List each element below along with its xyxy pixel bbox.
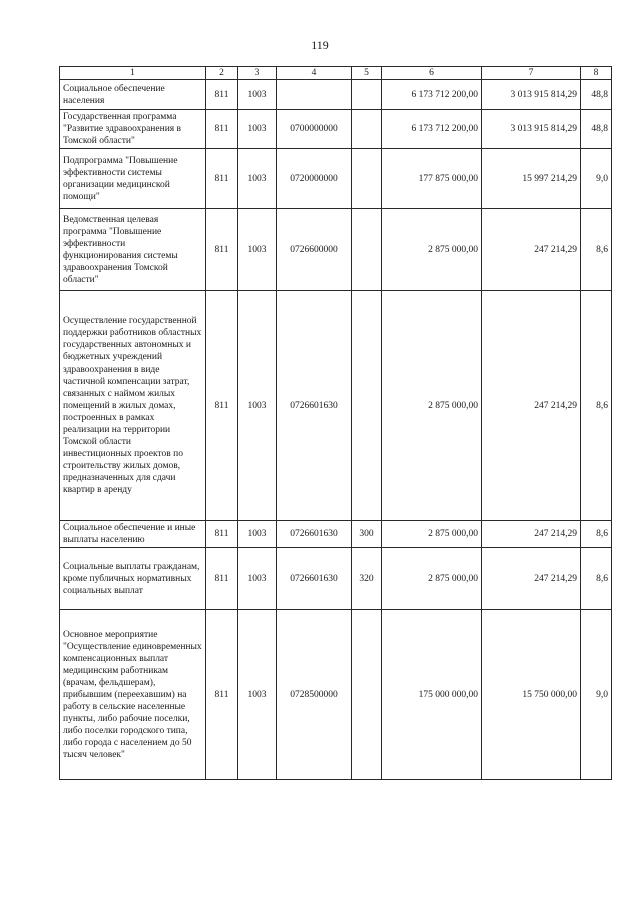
executed-amount: 3 013 915 814,29	[482, 80, 581, 110]
table-body	[60, 80, 612, 780]
planned-amount: 6 173 712 200,00	[382, 80, 482, 110]
planned-amount: 175 000 000,00	[382, 610, 482, 780]
expense-type-code: 320	[352, 548, 382, 610]
column-number: 7	[482, 67, 581, 80]
column-number: 8	[581, 67, 612, 80]
target-item-code: 0726600000	[277, 209, 352, 291]
expense-name: Подпрограмма "Повышение эффективности системы организации медицинской помощи"	[60, 149, 206, 209]
planned-amount: 177 875 000,00	[382, 149, 482, 209]
expense-type-code	[352, 110, 382, 149]
expense-type-code	[352, 209, 382, 291]
section-code: 1003	[238, 521, 277, 548]
expense-name: Социальное обеспечение и иные выплаты населению	[60, 521, 206, 548]
page-number: 119	[311, 38, 329, 52]
expense-name: Социальные выплаты гражданам, кроме публичных нормативных социальных выплат	[60, 548, 206, 610]
execution-percent: 48,8	[581, 80, 612, 110]
budget-table	[59, 66, 612, 780]
column-number: 1	[60, 67, 206, 80]
section-code: 1003	[238, 291, 277, 521]
column-number: 4	[277, 67, 352, 80]
expense-type-code	[352, 149, 382, 209]
target-item-code: 0728500000	[277, 610, 352, 780]
target-item-code	[277, 80, 352, 110]
target-item-code: 0720000000	[277, 149, 352, 209]
column-number: 5	[352, 67, 382, 80]
table-row	[60, 548, 612, 610]
table-row	[60, 291, 612, 521]
execution-percent: 8,6	[581, 521, 612, 548]
table-row	[60, 149, 612, 209]
expense-type-code	[352, 291, 382, 521]
expense-name: Основное мероприятие "Осуществление единовременных компенсационных выплат медицинским работникам (врачам, фельдшерам), прибывшим (переехавшим) на работу в сельские населенные пункты, либо рабочие поселки, либо поселки городского типа, либо города с населением до 50 тысяч человек"	[60, 610, 206, 780]
ministry-code: 811	[206, 80, 238, 110]
section-code: 1003	[238, 610, 277, 780]
expense-name: Ведомственная целевая программа "Повышение эффективности функционирования системы здравоохранения Томской области"	[60, 209, 206, 291]
target-item-code: 0726601630	[277, 521, 352, 548]
column-number: 2	[206, 67, 238, 80]
execution-percent: 8,6	[581, 209, 612, 291]
ministry-code: 811	[206, 548, 238, 610]
expense-type-code	[352, 610, 382, 780]
section-code: 1003	[238, 209, 277, 291]
target-item-code: 0700000000	[277, 110, 352, 149]
section-code: 1003	[238, 149, 277, 209]
execution-percent: 8,6	[581, 548, 612, 610]
expense-name: Государственная программа "Развитие здравоохранения в Томской области"	[60, 110, 206, 149]
table-row	[60, 110, 612, 149]
executed-amount: 3 013 915 814,29	[482, 110, 581, 149]
table-row	[60, 521, 612, 548]
section-code: 1003	[238, 80, 277, 110]
executed-amount: 247 214,29	[482, 209, 581, 291]
executed-amount: 247 214,29	[482, 291, 581, 521]
expense-type-code: 300	[352, 521, 382, 548]
target-item-code: 0726601630	[277, 548, 352, 610]
table-row	[60, 209, 612, 291]
column-number-row	[60, 67, 612, 80]
section-code: 1003	[238, 548, 277, 610]
executed-amount: 15 750 000,00	[482, 610, 581, 780]
execution-percent: 8,6	[581, 291, 612, 521]
execution-percent: 9,0	[581, 610, 612, 780]
planned-amount: 2 875 000,00	[382, 209, 482, 291]
execution-percent: 48,8	[581, 110, 612, 149]
expense-name: Осуществление государственной поддержки работников областных государственных автономных и бюджетных учреждений здравоохранения в виде частичной компенсации затрат, связанных с наймом жилых помещений в жилых домах, построенных в рамках реализации на территории Томской области инвестиционных проектов по строительству жилых домов, предназначенных для сдачи квартир в аренду	[60, 291, 206, 521]
target-item-code: 0726601630	[277, 291, 352, 521]
planned-amount: 2 875 000,00	[382, 548, 482, 610]
ministry-code: 811	[206, 610, 238, 780]
ministry-code: 811	[206, 521, 238, 548]
ministry-code: 811	[206, 291, 238, 521]
table-row	[60, 610, 612, 780]
executed-amount: 247 214,29	[482, 548, 581, 610]
ministry-code: 811	[206, 110, 238, 149]
ministry-code: 811	[206, 209, 238, 291]
planned-amount: 2 875 000,00	[382, 521, 482, 548]
planned-amount: 2 875 000,00	[382, 291, 482, 521]
executed-amount: 15 997 214,29	[482, 149, 581, 209]
executed-amount: 247 214,29	[482, 521, 581, 548]
ministry-code: 811	[206, 149, 238, 209]
table-header	[60, 67, 612, 80]
expense-type-code	[352, 80, 382, 110]
planned-amount: 6 173 712 200,00	[382, 110, 482, 149]
expense-name: Социальное обеспечение населения	[60, 80, 206, 110]
column-number: 3	[238, 67, 277, 80]
execution-percent: 9,0	[581, 149, 612, 209]
section-code: 1003	[238, 110, 277, 149]
column-number: 6	[382, 67, 482, 80]
table-row	[60, 80, 612, 110]
